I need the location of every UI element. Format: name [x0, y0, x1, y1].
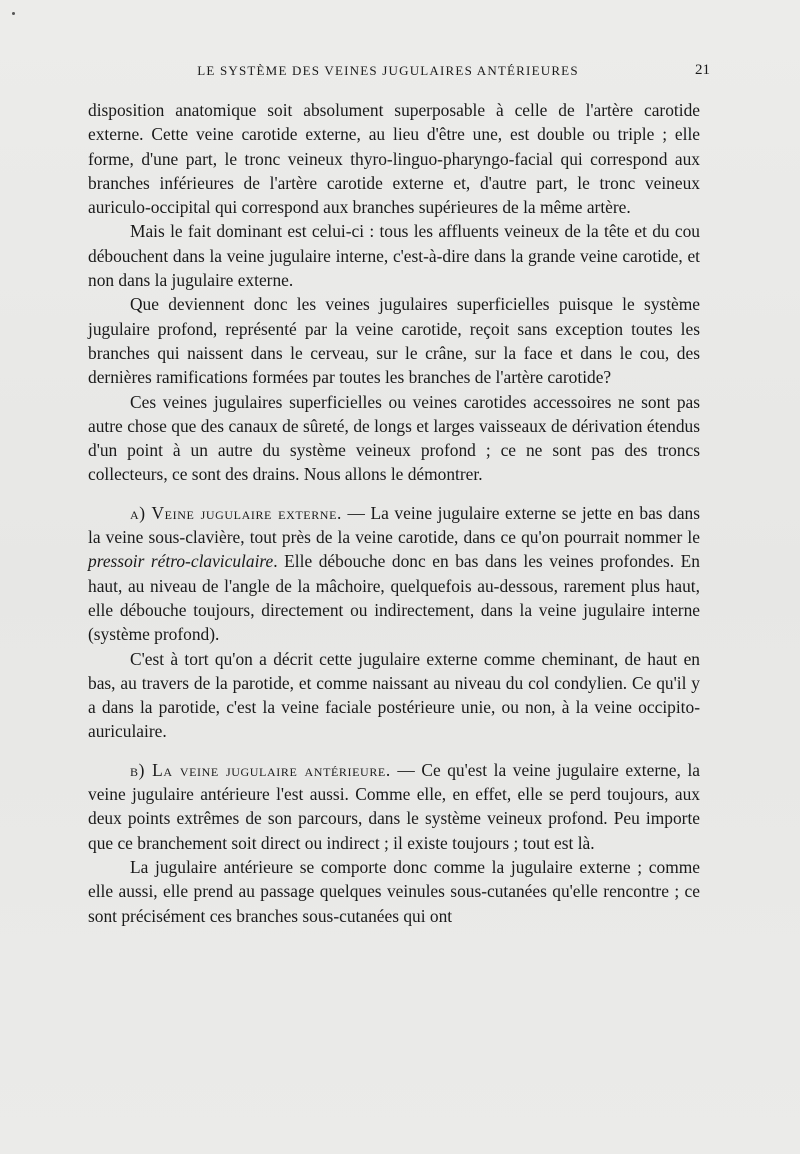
- paragraph-2: Mais le fait dominant est celui-ci : tous les affluents veineux de la tête et du cou débouchent dans la veine jugulaire interne, c'est-à-dire dans la grande veine carotide, et non dans la jugulaire externe.: [88, 221, 700, 291]
- paragraph-3: Que deviennent donc les veines jugulaires superficielles puisque le système jugulaire profond, représenté par la veine carotide, reçoit sans exception toutes les branches qui naissent dans le cerveau, sur le crâne, sur la face et dans le cou, des dernières ramifications formées par toutes les branches de l'artère carotide?: [88, 294, 700, 388]
- section-b-heading: b) La veine jugulaire antérieure.: [130, 759, 391, 780]
- paragraph-6: C'est à tort qu'on a décrit cette jugulaire externe comme cheminant, de haut en bas, au travers de la parotide, et comme naissant au niveau du col condylien. Ce qu'il y a dans la parotide, c'est la veine faciale postérieure unie, ou non, à la veine occipito-auriculaire.: [88, 648, 700, 742]
- page-number: 21: [695, 62, 710, 78]
- section-a-emphasis: pressoir rétro-claviculaire: [88, 551, 274, 572]
- paragraph-1: disposition anatomique soit absolument superposable à celle de l'artère carotide externe. Cette veine carotide externe, au lieu d'être une, est double ou triple ; elle forme, d'une part, le tronc veineux thyro-linguo-pharyngo-facial qui correspond aux branches inférieures de l'artère carotide externe et, d'autre part, le tronc veineux auriculo-occipital qui correspond aux branches supérieures de la même artère.: [88, 100, 700, 218]
- section-b-text: — Ce qu'est la veine jugulaire externe, la veine jugulaire antérieure l'est aussi. Comme elle, en effet, elle se perd toujours, aux deux points extrêmes de son parcours, dans le système veineux profond. Peu importe que ce branchement soit direct ou indirect ; il existe toujours ; tout est là.: [88, 759, 700, 853]
- running-title: LE SYSTÈME DES VEINES JUGULAIRES ANTÉRIEURES: [197, 63, 579, 78]
- section-a-heading: a) Veine jugulaire externe.: [130, 502, 342, 523]
- body-text: [88, 98, 700, 928]
- section-a-text-2: . Elle débouche donc en bas dans les veines profondes. En haut, au niveau de l'angle de la mâchoire, quelquefois au-dessous, rarement plus haut, elle débouche toujours, directement ou indirectement, dans la veine jugulaire interne (système profond).: [88, 551, 700, 645]
- page-header: [88, 62, 710, 84]
- paragraph-4: Ces veines jugulaires superficielles ou veines carotides accessoires ne sont pas autre chose que des canaux de sûreté, de longs et larges vaisseaux de dérivation étendus d'un point à un autre du système veineux profond ; ce ne sont pas des troncs collecteurs, ce sont des drains. Nous allons le démontrer.: [88, 391, 700, 485]
- paragraph-8: La jugulaire antérieure se comporte donc comme la jugulaire externe ; comme elle aussi, elle prend au passage quelques veinules sous-cutanées qu'elle rencontre ; ce sont précisément ces branches sous-cutanées qui ont: [88, 856, 700, 926]
- section-a-text-1: — La veine jugulaire externe se jette en bas dans la veine sous-clavière, tout près de la veine carotide, dans ce qu'on pourrait nommer le: [88, 502, 701, 548]
- section-b-paragraph: [88, 758, 700, 855]
- section-a-paragraph: [88, 501, 700, 647]
- margin-speck: [12, 12, 15, 15]
